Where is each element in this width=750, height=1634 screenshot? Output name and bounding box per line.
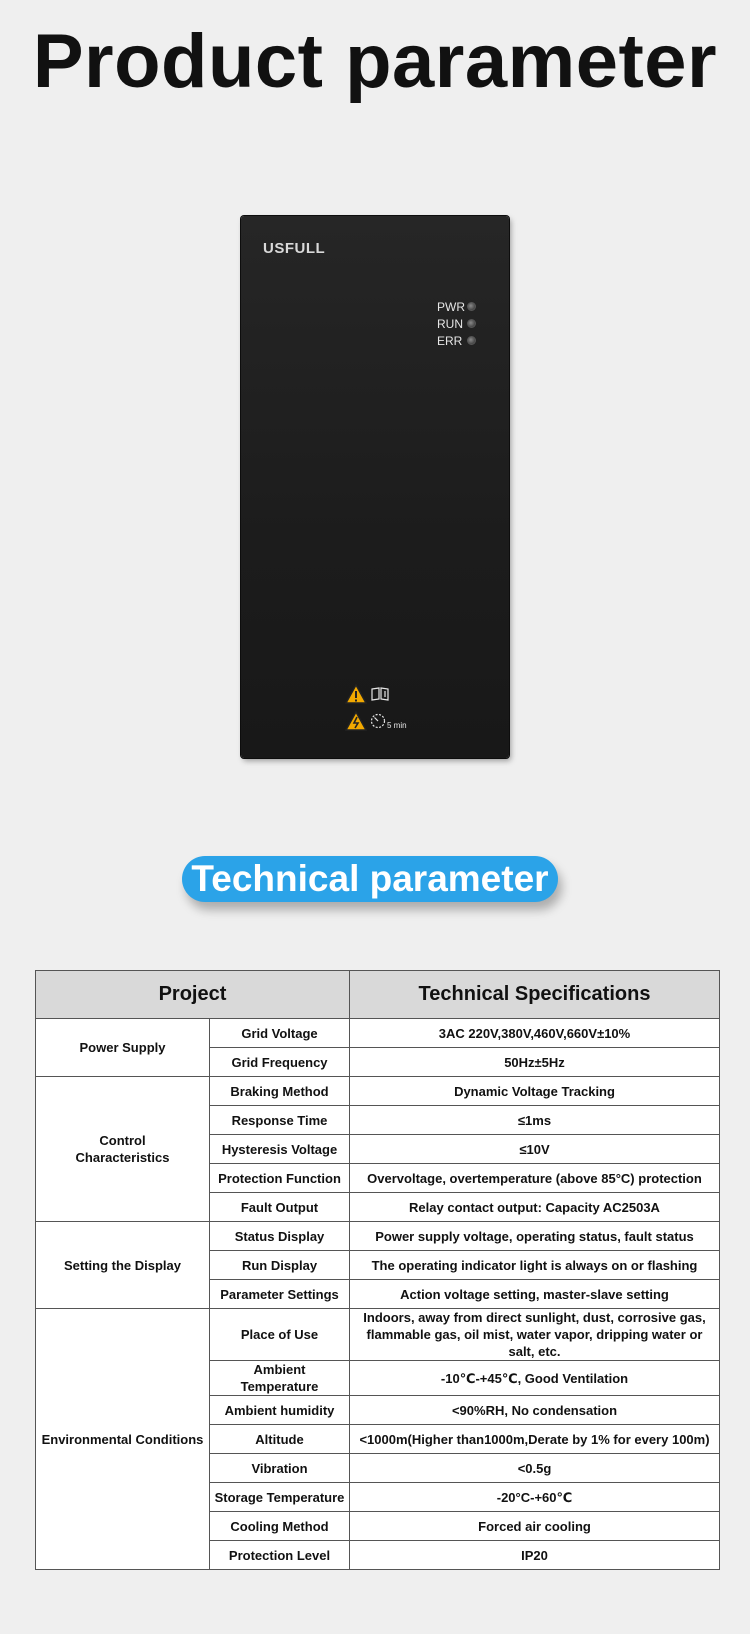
- item-cell: Protection Function: [210, 1164, 350, 1193]
- item-cell: Fault Output: [210, 1193, 350, 1222]
- table-row: [36, 1019, 720, 1048]
- indicator-panel: [437, 298, 476, 349]
- item-cell: Parameter Settings: [210, 1280, 350, 1309]
- spec-cell: <0.5g: [350, 1454, 720, 1483]
- spec-cell: The operating indicator light is always on or flashing: [350, 1251, 720, 1280]
- indicator-pwr: [437, 298, 476, 315]
- spec-cell: <1000m(Higher than1000m,Derate by 1% for every 100m): [350, 1425, 720, 1454]
- item-cell: Grid Voltage: [210, 1019, 350, 1048]
- item-cell: Cooling Method: [210, 1512, 350, 1541]
- spec-cell: -20°C-+60℃: [350, 1483, 720, 1512]
- indicator-err: [437, 332, 476, 349]
- item-cell: Place of Use: [210, 1309, 350, 1361]
- warning-time-label: 5 min: [387, 721, 407, 730]
- header-specifications: Technical Specifications: [350, 971, 720, 1019]
- header-project: Project: [36, 971, 350, 1019]
- timer-icon: [370, 713, 386, 729]
- spec-cell: Action voltage setting, master-slave setting: [350, 1280, 720, 1309]
- spec-table: [35, 970, 720, 1570]
- warning-row-discharge: [345, 707, 407, 734]
- spec-cell: Overvoltage, overtemperature (above 85°C) protection: [350, 1164, 720, 1193]
- product-image: [241, 216, 509, 758]
- spec-cell: <90%RH, No condensation: [350, 1396, 720, 1425]
- spec-cell: Forced air cooling: [350, 1512, 720, 1541]
- item-cell: Status Display: [210, 1222, 350, 1251]
- page-title: Product parameter: [32, 19, 718, 104]
- item-cell: Protection Level: [210, 1541, 350, 1570]
- manual-book-icon: [370, 687, 390, 701]
- indicator-label: PWR: [437, 299, 465, 314]
- table-row: [36, 1222, 720, 1251]
- warning-labels: [345, 680, 407, 734]
- item-cell: Run Display: [210, 1251, 350, 1280]
- high-voltage-warning-icon: [345, 711, 367, 731]
- item-cell: Ambient humidity: [210, 1396, 350, 1425]
- item-cell: Grid Frequency: [210, 1048, 350, 1077]
- spec-cell: ≤10V: [350, 1135, 720, 1164]
- spec-cell: Dynamic Voltage Tracking: [350, 1077, 720, 1106]
- item-cell: Ambient Temperature: [210, 1361, 350, 1396]
- led-icon: [467, 302, 476, 311]
- spec-cell: 3AC 220V,380V,460V,660V±10%: [350, 1019, 720, 1048]
- warning-row-manual: [345, 680, 407, 707]
- spec-cell: -10℃-+45℃, Good Ventilation: [350, 1361, 720, 1396]
- led-icon: [467, 319, 476, 328]
- spec-cell: 50Hz±5Hz: [350, 1048, 720, 1077]
- spec-cell: Power supply voltage, operating status, fault status: [350, 1222, 720, 1251]
- item-cell: Braking Method: [210, 1077, 350, 1106]
- table-header-row: [36, 971, 720, 1019]
- table-row: [36, 1077, 720, 1106]
- item-cell: Vibration: [210, 1454, 350, 1483]
- spec-cell: ≤1ms: [350, 1106, 720, 1135]
- indicator-run: [437, 315, 476, 332]
- group-label: Power Supply: [36, 1019, 210, 1077]
- section-title: Technical parameter: [182, 856, 558, 902]
- item-cell: Response Time: [210, 1106, 350, 1135]
- group-label: Control Characteristics: [36, 1077, 210, 1222]
- item-cell: Storage Temperature: [210, 1483, 350, 1512]
- item-cell: Altitude: [210, 1425, 350, 1454]
- indicator-label: RUN: [437, 316, 463, 331]
- table-row: [36, 1309, 720, 1361]
- spec-cell: Indoors, away from direct sunlight, dust, corrosive gas, flammable gas, oil mist, water vapor, dripping water or salt, etc.: [350, 1309, 720, 1361]
- group-label: Environmental Conditions: [36, 1309, 210, 1570]
- led-icon: [467, 336, 476, 345]
- item-cell: Hysteresis Voltage: [210, 1135, 350, 1164]
- warning-triangle-icon: [345, 684, 367, 704]
- group-label: Setting the Display: [36, 1222, 210, 1309]
- brand-logo: USFULL: [263, 240, 326, 257]
- spec-cell: Relay contact output: Capacity AC2503A: [350, 1193, 720, 1222]
- indicator-label: ERR: [437, 333, 463, 348]
- spec-cell: IP20: [350, 1541, 720, 1570]
